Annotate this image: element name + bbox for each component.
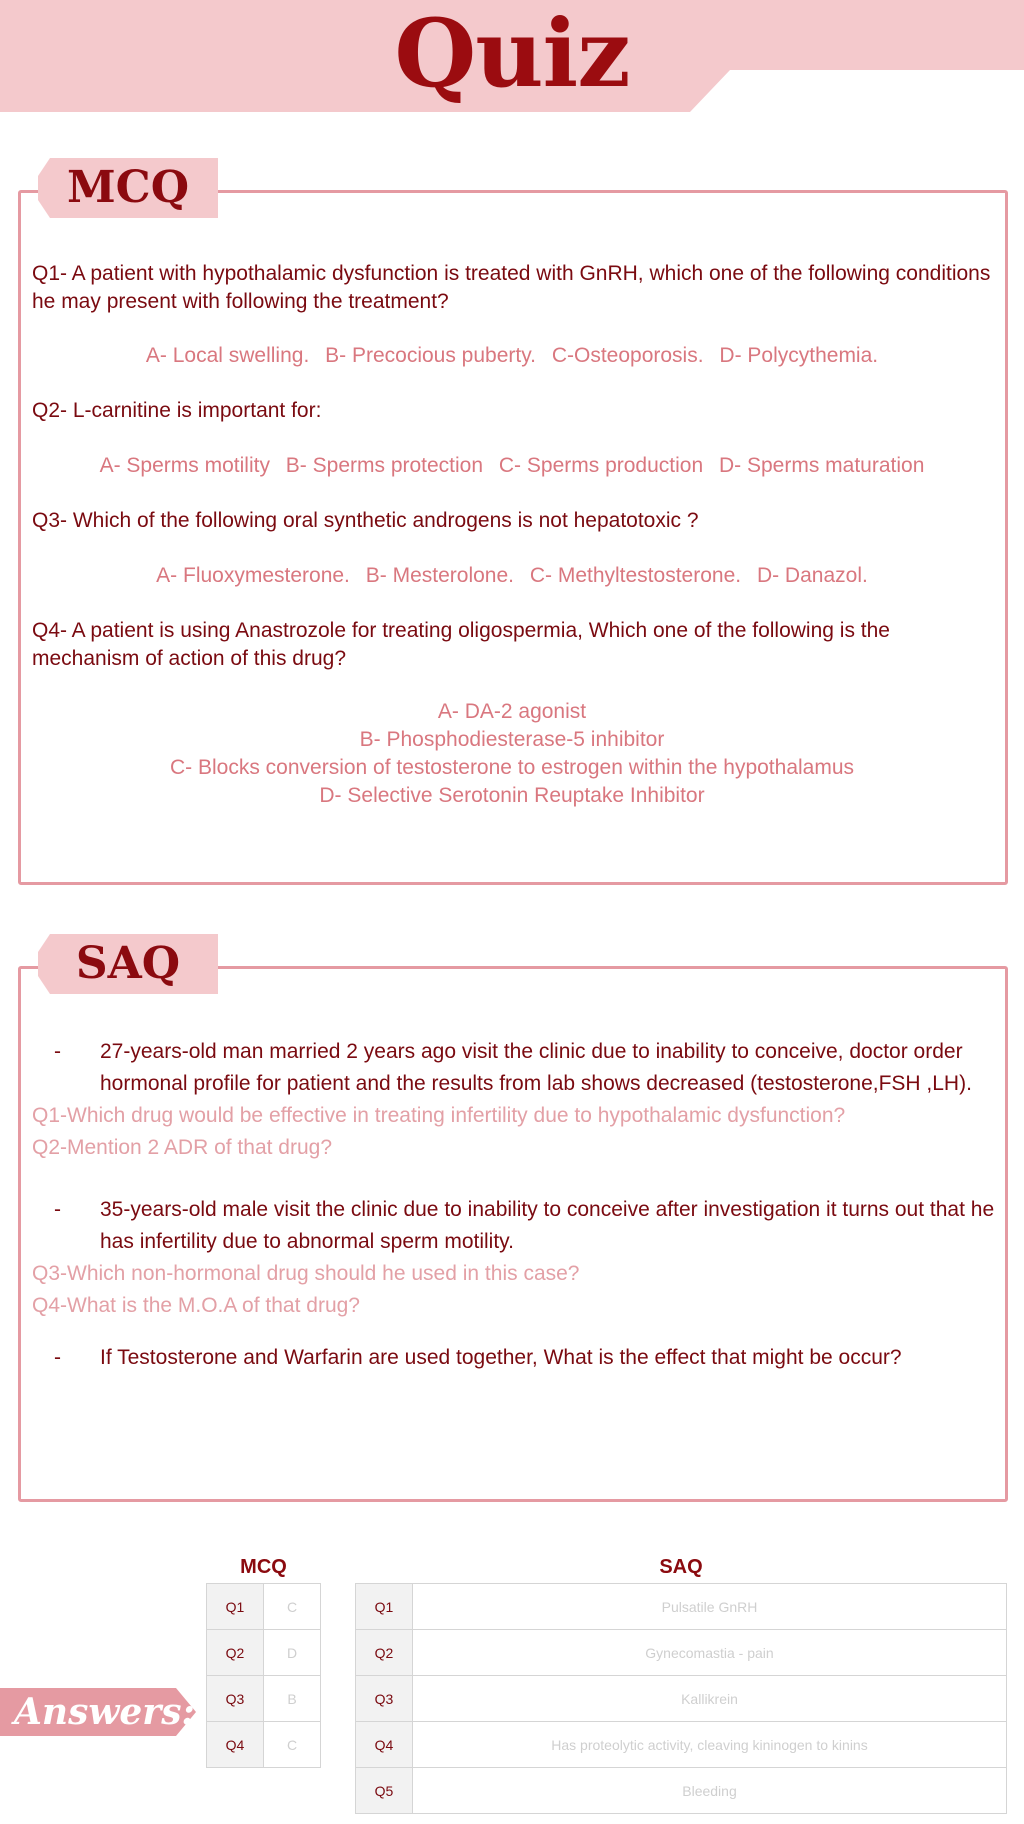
bullet-dash: - <box>54 1346 61 1369</box>
option: B- Phosphodiesterase-5 inhibitor <box>359 728 665 751</box>
question-cell: Q4 <box>207 1722 264 1768</box>
mcq-options-4 <box>32 698 992 810</box>
saq-case-1 <box>32 1036 1000 1100</box>
mcq-tab-label: MCQ <box>66 162 190 213</box>
saq-question-2: Q2-Mention 2 ADR of that drug? <box>32 1136 332 1159</box>
mcq-options-1 <box>32 342 992 370</box>
option: B- Sperms protection <box>285 454 484 477</box>
option: D- Selective Serotonin Reuptake Inhibitor <box>319 784 705 807</box>
question-cell: Q5 <box>356 1768 413 1814</box>
option: D- Sperms maturation <box>718 454 925 477</box>
table-row <box>356 1584 1007 1630</box>
answers-saq-table <box>355 1583 1007 1814</box>
question-cell: Q1 <box>356 1584 413 1630</box>
question-cell: Q3 <box>207 1676 264 1722</box>
saq-case-3 <box>32 1342 1000 1374</box>
answers-label: Answers: <box>14 1691 195 1733</box>
answer-cell: C <box>264 1722 321 1768</box>
question-cell: Q1 <box>207 1584 264 1630</box>
answer-cell: Kallikrein <box>413 1676 1007 1722</box>
answer-cell: D <box>264 1630 321 1676</box>
mcq-question-3: Q3- Which of the following oral synthetic androgens is not hepatotoxic ? <box>32 509 699 532</box>
table-row <box>356 1722 1007 1768</box>
table-row <box>207 1722 321 1768</box>
page-title: Quiz <box>394 0 630 109</box>
mcq-options-2 <box>32 452 992 480</box>
answers-saq-heading: SAQ <box>659 1556 703 1578</box>
table-row <box>356 1768 1007 1814</box>
mcq-options-3 <box>32 562 992 590</box>
saq-question-3: Q3-Which non-hormonal drug should he used in this case? <box>32 1262 580 1285</box>
table-row <box>356 1676 1007 1722</box>
question-cell: Q2 <box>207 1630 264 1676</box>
table-row <box>356 1630 1007 1676</box>
case-text: 35-years-old male visit the clinic due to inability to conceive after investigation it turns out that he has infertility due to abnormal sperm motility. <box>100 1198 995 1253</box>
answers-mcq-table <box>206 1583 321 1768</box>
table-row <box>207 1676 321 1722</box>
option: B- Mesterolone. <box>365 564 514 587</box>
option: A- DA-2 agonist <box>437 700 587 723</box>
saq-tab-label: SAQ <box>75 938 181 989</box>
table-row <box>207 1630 321 1676</box>
option: A- Fluoxymesterone. <box>156 564 350 587</box>
saq-case-2 <box>32 1194 1000 1258</box>
option: A- Sperms motility <box>99 454 270 477</box>
question-cell: Q2 <box>356 1630 413 1676</box>
option: C- Methyltestosterone. <box>529 564 742 587</box>
question-cell: Q4 <box>356 1722 413 1768</box>
option: D- Danazol. <box>756 564 868 587</box>
answer-cell: Gynecomastia - pain <box>413 1630 1007 1676</box>
answer-cell: B <box>264 1676 321 1722</box>
bullet-dash: - <box>54 1198 61 1221</box>
option: C- Sperms production <box>498 454 704 477</box>
option: B- Precocious puberty. <box>325 344 536 367</box>
case-text: 27-years-old man married 2 years ago visit the clinic due to inability to conceive, doctor order hormonal profile for patient and the results from lab shows decreased (testosterone,FSH ,LH). <box>100 1040 972 1095</box>
saq-question-1: Q1-Which drug would be effective in treating infertility due to hypothalamic dysfunction? <box>32 1104 846 1127</box>
option: C-Osteoporosis. <box>551 344 704 367</box>
case-text: If Testosterone and Warfarin are used together, What is the effect that might be occur? <box>100 1346 902 1369</box>
answers-mcq-heading: MCQ <box>240 1556 287 1578</box>
table-row <box>207 1584 321 1630</box>
option: C- Blocks conversion of testosterone to estrogen within the hypothalamus <box>169 756 855 779</box>
option: D- Polycythemia. <box>719 344 879 367</box>
mcq-question-4: Q4- A patient is using Anastrozole for treating oligospermia, Which one of the following is the mechanism of action of this drug? <box>32 619 890 670</box>
answer-cell: Bleeding <box>413 1768 1007 1814</box>
question-cell: Q3 <box>356 1676 413 1722</box>
mcq-question-1: Q1- A patient with hypothalamic dysfunction is treated with GnRH, which one of the following conditions he may present with following the treatment? <box>32 262 991 313</box>
answer-cell: Pulsatile GnRH <box>413 1584 1007 1630</box>
saq-question-4: Q4-What is the M.O.A of that drug? <box>32 1294 360 1317</box>
bullet-dash: - <box>54 1040 61 1063</box>
mcq-question-2: Q2- L-carnitine is important for: <box>32 399 322 422</box>
option: A- Local swelling. <box>145 344 310 367</box>
answer-cell: Has proteolytic activity, cleaving kininogen to kinins <box>413 1722 1007 1768</box>
answer-cell: C <box>264 1584 321 1630</box>
